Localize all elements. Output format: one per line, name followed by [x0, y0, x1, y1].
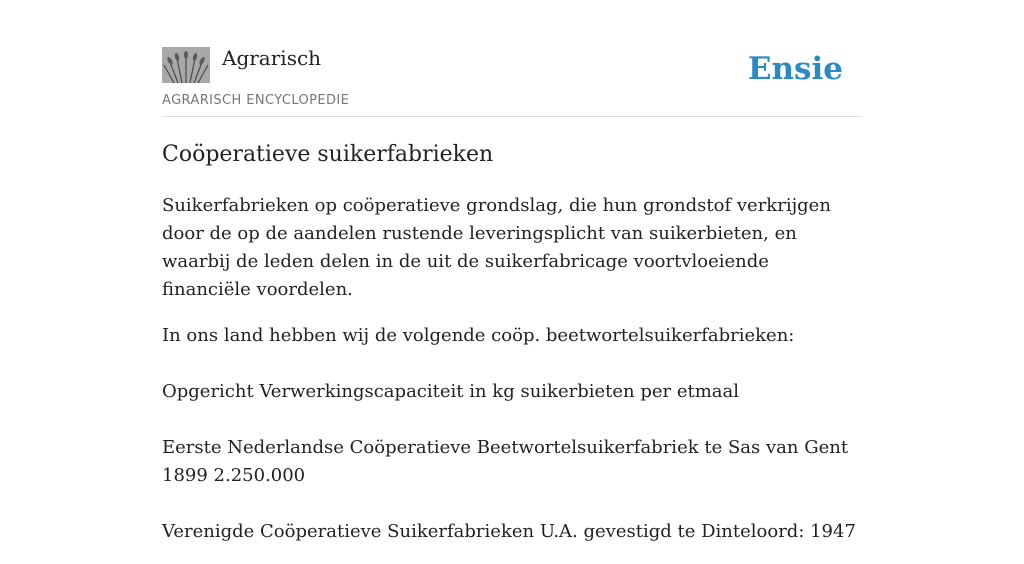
- article-paragraph: In ons land hebben wij de volgende coöp. beetwortelsuikerfabrieken:: [162, 325, 795, 346]
- article-paragraph: Eerste Nederlandse Coöperatieve Beetwortelsuikerfabriek te Sas van Gent 1899 2.250.000: [162, 437, 849, 486]
- article-page: [162, 0, 862, 542]
- article-paragraph: Suikerfabrieken op coöperatieve grondslag, die hun grondstof verkrijgen door de op de aandelen rustende leveringsplicht van suikerbieten, en waarbij de leden delen in de uit de suikerfabricage voortvloeiende financiële voordelen.: [162, 195, 831, 300]
- book-title[interactable]: Agrarisch: [222, 46, 322, 70]
- article-paragraph: Opgericht Verwerkingscapaciteit in kg suikerbieten per etmaal: [162, 381, 740, 402]
- ensie-logo[interactable]: Ensie: [747, 51, 843, 87]
- article-paragraph: Verenigde Coöperatieve Suikerfabrieken U.A. gevestigd te Dinteloord: 1947: [162, 521, 856, 542]
- page-header: [162, 0, 862, 117]
- article-title: Coöperatieve suikerfabrieken: [162, 142, 494, 167]
- book-subtitle[interactable]: AGRARISCH ENCYCLOPEDIE: [162, 93, 350, 108]
- article-body: [162, 192, 862, 564]
- wheat-thumbnail-icon[interactable]: [162, 47, 210, 83]
